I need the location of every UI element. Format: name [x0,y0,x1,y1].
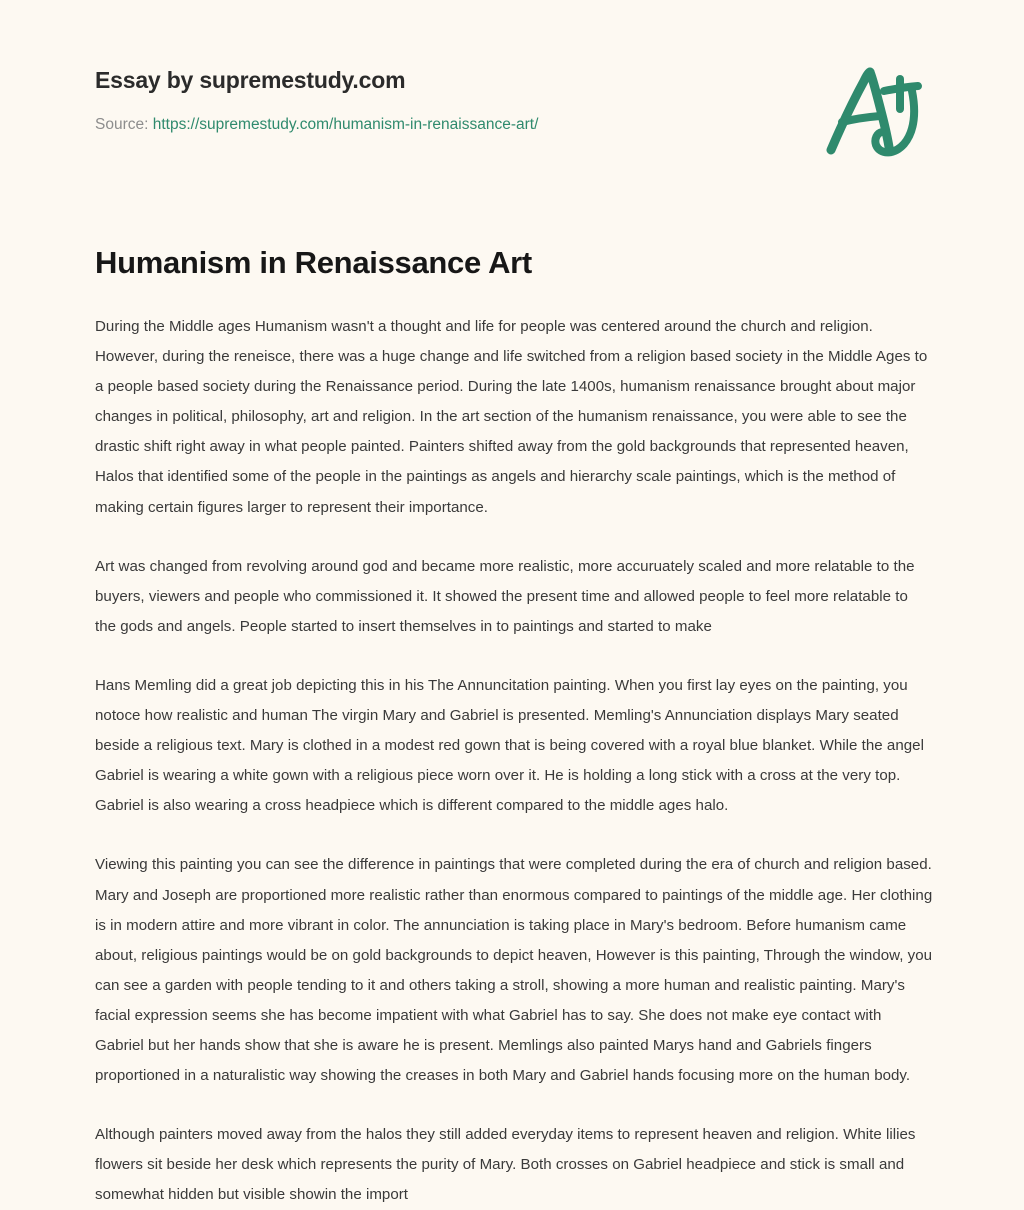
paragraph: Although painters moved away from the halos they still added everyday items to represent heaven and religion. White lilies flowers sit beside her desk which represents the purity of Mary. Both crosses on Gabriel headpiece and stick is small and somewhat hidden but visible showin the import [95,1126,916,1204]
page-header [0,0,1024,200]
essay-byline: Essay by supremestudy.com [95,67,406,93]
supremestudy-logo[interactable] [808,57,938,175]
header-text-block [95,66,538,135]
a-plus-logo-icon [808,57,938,175]
source-url-link[interactable]: https://supremestudy.com/humanism-in-renaissance-art/ [152,116,539,133]
source-line [95,115,538,135]
page-title: Humanism in Renaissance Art [95,245,532,280]
paragraph: Hans Memling did a great job depicting this in his The Annuncitation painting. When you first lay eyes on the painting, you notoce how realistic and human The virgin Mary and Gabriel is presented. Memling's Annunciation displays Mary seated beside a religious text. Mary is clothed in a modest red gown that is being covered with a royal blue blanket. While the angel Gabriel is wearing a white gown with a religious piece worn over it. He is holding a long stick with a cross at the very top. Gabriel is also wearing a cross headpiece which is different compared to the middle ages halo. [95,676,924,815]
paragraph: During the Middle ages Humanism wasn't a thought and life for people was centered around the church and religion. However, during the reneisce, there was a huge change and life switched from a religion based society in the Middle Ages to a people based society during the Renaissance period. During the late 1400s, humanism renaissance brought about major changes in political, philosophy, art and religion. In the art section of the humanism renaissance, you were able to see the drastic shift right away in what people painted. Painters shifted away from the gold backgrounds that represented heaven, Halos that identified some of the people in the paintings as angels and hierarchy scale paintings, which is the method of making certain figures larger to represent their importance. [95,318,928,516]
paragraph: Viewing this painting you can see the difference in paintings that were completed during the era of church and religion based. Mary and Joseph are proportioned more realistic rather than enormous compared to paintings of the middle age. Her clothing is in modern attire and more vibrant in color. The annunciation is taking place in Mary's bedroom. Before humanism came about, religious paintings would be on gold backgrounds to depict heaven, However is this painting, Through the window, you can see a garden with people tending to it and others taking a stroll, showing a more human and realistic painting. Mary's facial expression seems she has become impatient with what Gabriel has to say. She does not make eye contact with Gabriel but her hands show that she is aware he is present. Memlings also painted Marys hand and Gabriels fingers proportioned in a naturalistic way showing the creases in both Mary and Gabriel hands focusing more on the human body. [95,856,933,1085]
paragraph: Art was changed from revolving around god and became more realistic, more accuruately scaled and more relatable to the buyers, viewers and people who commissioned it. It showed the present time and allowed people to feel more relatable to the gods and angels. People started to insert themselves in to paintings and started to make [95,557,915,635]
essay-body [95,312,933,1210]
source-label: Source: [95,116,149,133]
